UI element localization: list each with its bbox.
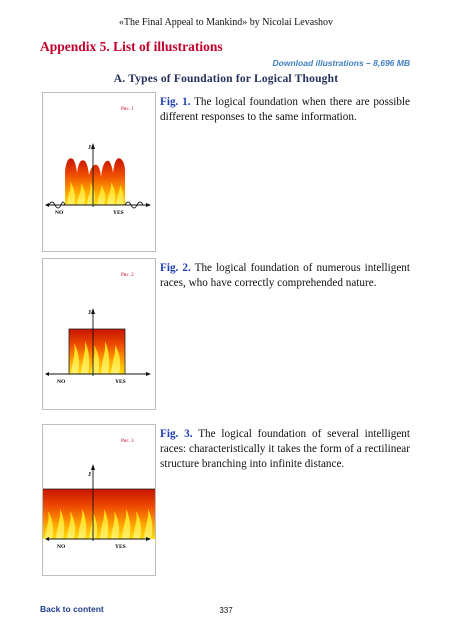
j-axis-arrow-icon <box>91 464 95 470</box>
axis-label-no: NO <box>57 379 66 385</box>
axis-label-j: J <box>88 145 91 151</box>
axis-label-j: J <box>88 310 91 316</box>
figure-2-caption <box>160 261 410 291</box>
back-to-content-link[interactable]: Back to content <box>40 604 104 614</box>
page-number: 337 <box>219 606 233 615</box>
figure-tag: Рис. 2 <box>121 273 134 278</box>
figure-1-ref: Fig. 1. <box>160 96 191 108</box>
axis-label-no: NO <box>57 544 66 550</box>
figure-3-ref: Fig. 3. <box>160 428 193 440</box>
figure-1-image <box>42 92 156 252</box>
axis-label-yes: YES <box>115 379 126 385</box>
axis-label-j: J <box>88 472 91 478</box>
figure-tag: Рис. 1 <box>121 107 134 112</box>
figure-2-image <box>42 258 156 410</box>
figure-2-ref: Fig. 2. <box>160 262 191 274</box>
figure-tag: Рис. 3 <box>121 439 134 444</box>
figure-3-caption-text: The logical foundation of several intelligent races: characteristically it takes the form of a rectilinear structure branching into infinite distance. <box>160 428 410 470</box>
running-header: «The Final Appeal to Mankind» by Nicolai Levashov <box>118 17 334 28</box>
download-link[interactable]: Download illustrations – 8,696 MB <box>272 58 410 68</box>
section-title: A. Types of Foundation for Logical Thought <box>113 73 339 85</box>
axis-label-no: NO <box>55 210 64 216</box>
axis-label-yes: YES <box>115 544 126 550</box>
figure-3-image <box>42 424 156 576</box>
figure-1-caption <box>160 95 410 125</box>
axis-label-yes: YES <box>113 210 124 216</box>
j-axis-arrow-icon <box>91 308 95 314</box>
figure-1-caption-text: The logical foundation when there are possible different responses to the same information. <box>160 96 410 123</box>
appendix-title: Appendix 5. List of illustrations <box>40 39 223 54</box>
figure-3-caption <box>160 427 410 472</box>
figure-2-caption-text: The logical foundation of numerous intelligent races, who have correctly comprehended nature. <box>160 262 410 289</box>
j-axis-arrow-icon <box>91 143 95 149</box>
